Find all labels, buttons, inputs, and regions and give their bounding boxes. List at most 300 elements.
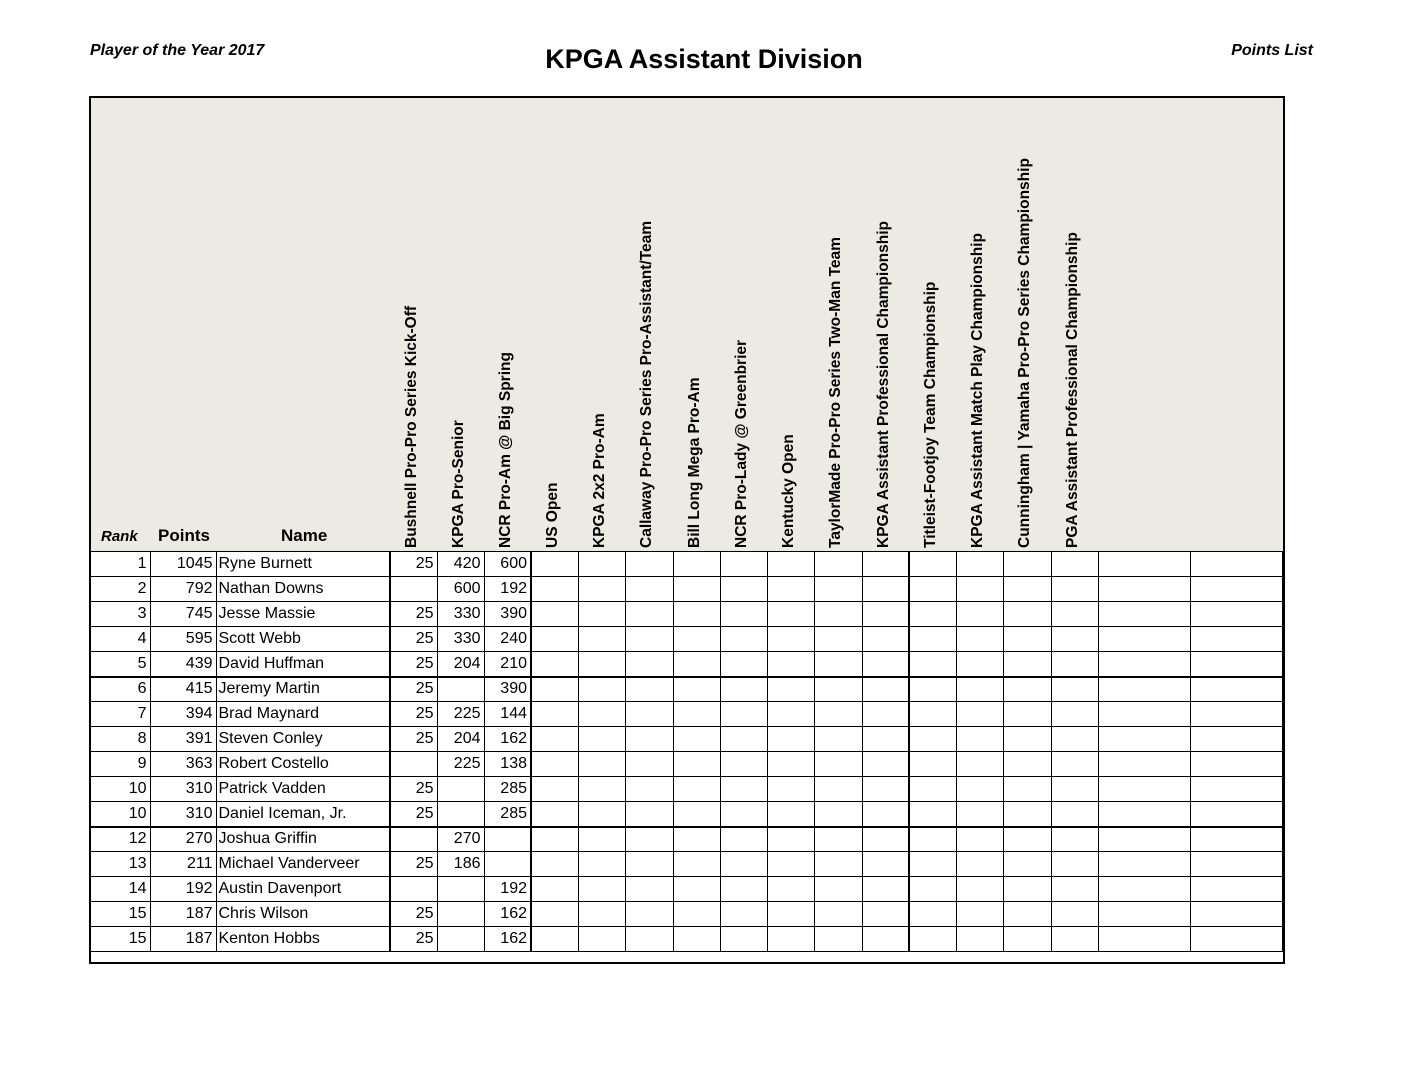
score-cell — [814, 602, 862, 627]
score-cell — [578, 852, 625, 877]
score-cell — [437, 927, 484, 952]
score-cell — [909, 552, 956, 577]
score-cell — [1190, 752, 1282, 777]
event-header: Bushnell Pro-Pro Series Kick-Off — [403, 305, 420, 548]
score-cell — [767, 727, 814, 752]
score-cell — [1003, 827, 1051, 852]
event-header: TaylorMade Pro-Pro Series Two-Man Team — [827, 237, 844, 548]
name-cell: Austin Davenport — [216, 877, 390, 902]
score-cell: 162 — [484, 927, 531, 952]
score-cell — [625, 752, 673, 777]
score-cell — [956, 702, 1003, 727]
score-cell — [531, 727, 578, 752]
score-cell — [390, 577, 437, 602]
score-cell — [531, 652, 578, 677]
score-cell — [1051, 577, 1098, 602]
score-cell: 25 — [390, 852, 437, 877]
score-cell — [625, 902, 673, 927]
rank-cell: 10 — [91, 802, 150, 827]
score-cell — [814, 702, 862, 727]
score-cell — [814, 727, 862, 752]
score-cell — [1098, 602, 1190, 627]
score-cell — [1098, 577, 1190, 602]
points-cell: 211 — [150, 852, 216, 877]
score-cell — [1051, 877, 1098, 902]
score-cell — [1098, 652, 1190, 677]
score-cell — [1003, 852, 1051, 877]
score-cell — [862, 727, 909, 752]
score-cell — [1003, 602, 1051, 627]
score-cell — [1190, 727, 1282, 752]
score-cell — [767, 902, 814, 927]
score-cell — [909, 727, 956, 752]
score-cell — [1190, 827, 1282, 852]
score-cell — [862, 827, 909, 852]
score-cell — [578, 602, 625, 627]
score-cell — [909, 752, 956, 777]
score-cell — [578, 552, 625, 577]
score-cell — [1003, 927, 1051, 952]
rank-cell: 8 — [91, 727, 150, 752]
standings-grid — [91, 551, 1283, 952]
score-cell — [1051, 802, 1098, 827]
score-cell — [437, 802, 484, 827]
score-cell — [531, 677, 578, 702]
score-cell: 285 — [484, 802, 531, 827]
score-cell — [862, 577, 909, 602]
score-cell — [909, 677, 956, 702]
score-cell — [720, 627, 767, 652]
score-cell — [720, 552, 767, 577]
score-cell: 25 — [390, 902, 437, 927]
score-cell — [767, 577, 814, 602]
score-cell — [956, 927, 1003, 952]
score-cell: 192 — [484, 877, 531, 902]
score-cell — [1098, 927, 1190, 952]
score-cell — [720, 902, 767, 927]
score-cell — [956, 802, 1003, 827]
score-cell — [1190, 602, 1282, 627]
score-cell — [1003, 802, 1051, 827]
score-cell — [673, 927, 720, 952]
score-cell — [1003, 627, 1051, 652]
score-cell — [720, 827, 767, 852]
score-cell — [1190, 927, 1282, 952]
score-cell — [720, 752, 767, 777]
name-cell: Brad Maynard — [216, 702, 390, 727]
score-cell — [1051, 702, 1098, 727]
score-cell — [531, 877, 578, 902]
event-header: US Open — [544, 482, 561, 548]
score-cell: 330 — [437, 627, 484, 652]
score-cell — [578, 802, 625, 827]
points-cell: 745 — [150, 602, 216, 627]
score-cell — [720, 677, 767, 702]
score-cell — [1190, 702, 1282, 727]
score-cell — [909, 802, 956, 827]
rank-cell: 3 — [91, 602, 150, 627]
score-cell — [720, 727, 767, 752]
score-cell — [673, 877, 720, 902]
score-cell — [956, 902, 1003, 927]
score-cell — [909, 827, 956, 852]
score-cell — [956, 627, 1003, 652]
score-cell — [625, 827, 673, 852]
score-cell — [1051, 902, 1098, 927]
score-cell — [814, 927, 862, 952]
score-cell — [862, 627, 909, 652]
score-cell — [1051, 827, 1098, 852]
name-cell: Steven Conley — [216, 727, 390, 752]
score-cell — [1003, 752, 1051, 777]
event-header: NCR Pro-Lady @ Greenbrier — [733, 339, 750, 548]
score-cell — [625, 677, 673, 702]
score-cell — [1003, 652, 1051, 677]
score-cell — [1098, 902, 1190, 927]
score-cell — [1003, 902, 1051, 927]
score-cell — [1098, 552, 1190, 577]
score-cell — [437, 902, 484, 927]
score-cell: 270 — [437, 827, 484, 852]
score-cell — [909, 702, 956, 727]
points-cell: 1045 — [150, 552, 216, 577]
score-cell: 25 — [390, 802, 437, 827]
score-cell — [625, 702, 673, 727]
rank-cell: 10 — [91, 777, 150, 802]
score-cell — [1098, 727, 1190, 752]
score-cell — [814, 777, 862, 802]
score-cell — [767, 777, 814, 802]
score-cell — [767, 677, 814, 702]
score-cell — [1051, 602, 1098, 627]
score-cell — [531, 702, 578, 727]
points-table — [89, 96, 1285, 964]
event-header: Titleist-Footjoy Team Championship — [922, 281, 939, 548]
score-cell — [578, 627, 625, 652]
score-cell — [531, 827, 578, 852]
points-cell: 394 — [150, 702, 216, 727]
score-cell — [767, 652, 814, 677]
score-cell — [862, 877, 909, 902]
name-cell: Jeremy Martin — [216, 677, 390, 702]
score-cell: 192 — [484, 577, 531, 602]
score-cell — [625, 577, 673, 602]
score-cell — [814, 752, 862, 777]
score-cell — [578, 827, 625, 852]
score-cell — [956, 827, 1003, 852]
score-cell — [578, 777, 625, 802]
score-cell — [673, 577, 720, 602]
score-cell: 25 — [390, 727, 437, 752]
score-cell — [1098, 627, 1190, 652]
score-cell: 162 — [484, 727, 531, 752]
score-cell — [862, 777, 909, 802]
score-cell — [720, 852, 767, 877]
name-cell: David Huffman — [216, 652, 390, 677]
score-cell — [1003, 727, 1051, 752]
score-cell — [814, 877, 862, 902]
score-cell — [531, 627, 578, 652]
name-cell: Scott Webb — [216, 627, 390, 652]
name-column-header: Name — [281, 526, 328, 545]
points-cell: 310 — [150, 777, 216, 802]
event-header: KPGA 2x2 Pro-Am — [591, 413, 608, 548]
score-cell — [1051, 927, 1098, 952]
name-cell: Patrick Vadden — [216, 777, 390, 802]
score-cell — [909, 627, 956, 652]
score-cell — [1098, 677, 1190, 702]
rank-cell: 5 — [91, 652, 150, 677]
name-cell: Daniel Iceman, Jr. — [216, 802, 390, 827]
score-cell — [814, 827, 862, 852]
score-cell — [578, 677, 625, 702]
score-cell — [1098, 827, 1190, 852]
score-cell — [909, 777, 956, 802]
rank-cell: 13 — [91, 852, 150, 877]
score-cell — [1098, 852, 1190, 877]
rank-cell: 9 — [91, 752, 150, 777]
score-cell — [1190, 852, 1282, 877]
score-cell — [1190, 802, 1282, 827]
score-cell — [484, 827, 531, 852]
score-cell — [1190, 902, 1282, 927]
table-row — [91, 777, 1282, 802]
score-cell — [390, 752, 437, 777]
header-right: Points List — [1231, 42, 1313, 59]
points-cell: 595 — [150, 627, 216, 652]
score-cell — [578, 877, 625, 902]
points-column-header: Points — [158, 526, 210, 545]
score-cell: 25 — [390, 927, 437, 952]
rank-cell: 14 — [91, 877, 150, 902]
score-cell — [1051, 852, 1098, 877]
name-cell: Michael Vanderveer — [216, 852, 390, 877]
score-cell — [720, 602, 767, 627]
score-cell — [1190, 677, 1282, 702]
score-cell — [814, 627, 862, 652]
score-cell — [720, 802, 767, 827]
score-cell: 144 — [484, 702, 531, 727]
points-cell: 192 — [150, 877, 216, 902]
score-cell — [814, 677, 862, 702]
score-cell — [814, 902, 862, 927]
score-cell: 600 — [437, 577, 484, 602]
rank-cell: 15 — [91, 927, 150, 952]
score-cell — [625, 627, 673, 652]
rank-cell: 7 — [91, 702, 150, 727]
event-header: KPGA Assistant Professional Championship — [875, 221, 892, 548]
rank-cell: 2 — [91, 577, 150, 602]
points-cell: 187 — [150, 927, 216, 952]
score-cell — [767, 927, 814, 952]
event-header: Cunningham | Yamaha Pro-Pro Series Championship — [1016, 158, 1033, 548]
score-cell — [625, 727, 673, 752]
score-cell — [956, 752, 1003, 777]
table-row — [91, 877, 1282, 902]
score-cell — [673, 802, 720, 827]
score-cell — [673, 752, 720, 777]
score-cell — [1098, 802, 1190, 827]
score-cell — [956, 652, 1003, 677]
points-cell: 310 — [150, 802, 216, 827]
score-cell — [909, 927, 956, 952]
points-cell: 391 — [150, 727, 216, 752]
score-cell — [720, 702, 767, 727]
table-row — [91, 627, 1282, 652]
score-cell: 390 — [484, 602, 531, 627]
score-cell — [1051, 777, 1098, 802]
score-cell — [1098, 702, 1190, 727]
name-cell: Jesse Massie — [216, 602, 390, 627]
score-cell — [862, 852, 909, 877]
score-cell: 25 — [390, 602, 437, 627]
score-cell — [625, 777, 673, 802]
score-cell — [1003, 877, 1051, 902]
page-title: KPGA Assistant Division — [545, 44, 863, 74]
score-cell — [956, 602, 1003, 627]
score-cell: 225 — [437, 752, 484, 777]
score-cell — [1003, 677, 1051, 702]
score-cell: 162 — [484, 902, 531, 927]
score-cell: 138 — [484, 752, 531, 777]
score-cell — [531, 802, 578, 827]
table-row — [91, 802, 1282, 827]
score-cell — [1098, 777, 1190, 802]
score-cell — [814, 552, 862, 577]
score-cell — [767, 852, 814, 877]
score-cell — [1190, 552, 1282, 577]
score-cell — [814, 577, 862, 602]
score-cell — [625, 652, 673, 677]
score-cell — [1190, 652, 1282, 677]
score-cell — [767, 802, 814, 827]
score-cell — [720, 577, 767, 602]
score-cell — [673, 627, 720, 652]
score-cell — [909, 602, 956, 627]
score-cell — [814, 652, 862, 677]
score-cell: 25 — [390, 702, 437, 727]
score-cell — [625, 552, 673, 577]
score-cell — [862, 652, 909, 677]
score-cell: 25 — [390, 552, 437, 577]
table-row — [91, 577, 1282, 602]
score-cell — [578, 702, 625, 727]
points-cell: 363 — [150, 752, 216, 777]
score-cell — [531, 777, 578, 802]
score-cell — [673, 652, 720, 677]
score-cell — [909, 902, 956, 927]
score-cell — [673, 727, 720, 752]
score-cell — [390, 877, 437, 902]
score-cell — [437, 877, 484, 902]
header-left: Player of the Year 2017 — [90, 42, 265, 59]
rank-cell: 12 — [91, 827, 150, 852]
score-cell — [484, 852, 531, 877]
score-cell — [720, 777, 767, 802]
score-cell: 285 — [484, 777, 531, 802]
score-cell — [673, 677, 720, 702]
score-cell — [1051, 627, 1098, 652]
score-cell — [956, 577, 1003, 602]
score-cell — [720, 877, 767, 902]
score-cell — [862, 802, 909, 827]
score-cell — [1051, 552, 1098, 577]
score-cell — [767, 702, 814, 727]
score-cell — [767, 877, 814, 902]
table-row — [91, 852, 1282, 877]
score-cell — [673, 827, 720, 852]
score-cell — [1051, 677, 1098, 702]
score-cell: 330 — [437, 602, 484, 627]
score-cell — [1051, 727, 1098, 752]
score-cell — [956, 677, 1003, 702]
score-cell — [390, 827, 437, 852]
name-cell: Joshua Griffin — [216, 827, 390, 852]
score-cell: 210 — [484, 652, 531, 677]
table-row — [91, 927, 1282, 952]
score-cell — [531, 602, 578, 627]
score-cell — [578, 927, 625, 952]
score-cell — [578, 902, 625, 927]
score-cell — [625, 927, 673, 952]
score-cell — [720, 927, 767, 952]
score-cell — [1190, 877, 1282, 902]
score-cell — [1003, 577, 1051, 602]
score-cell — [673, 552, 720, 577]
table-row — [91, 702, 1282, 727]
score-cell — [578, 727, 625, 752]
score-cell — [625, 877, 673, 902]
event-header: KPGA Assistant Match Play Championship — [969, 233, 986, 548]
event-header: KPGA Pro-Senior — [450, 420, 467, 548]
name-cell: Robert Costello — [216, 752, 390, 777]
score-cell — [578, 652, 625, 677]
score-cell: 186 — [437, 852, 484, 877]
score-cell — [814, 802, 862, 827]
score-cell — [909, 852, 956, 877]
score-cell — [625, 802, 673, 827]
score-cell: 25 — [390, 652, 437, 677]
score-cell — [767, 627, 814, 652]
score-cell — [1098, 752, 1190, 777]
rank-cell: 1 — [91, 552, 150, 577]
score-cell — [1003, 702, 1051, 727]
table-row — [91, 727, 1282, 752]
table-row — [91, 552, 1282, 577]
points-cell: 270 — [150, 827, 216, 852]
score-cell — [1051, 752, 1098, 777]
score-cell — [1190, 627, 1282, 652]
score-cell: 25 — [390, 677, 437, 702]
rank-cell: 4 — [91, 627, 150, 652]
score-cell: 25 — [390, 627, 437, 652]
score-cell — [625, 602, 673, 627]
score-cell: 600 — [484, 552, 531, 577]
score-cell — [767, 827, 814, 852]
score-cell — [673, 902, 720, 927]
score-cell — [956, 777, 1003, 802]
table-row — [91, 602, 1282, 627]
score-cell: 204 — [437, 727, 484, 752]
rank-column-header: Rank — [101, 528, 138, 545]
score-cell — [531, 902, 578, 927]
score-cell — [862, 677, 909, 702]
score-cell — [956, 727, 1003, 752]
score-cell: 225 — [437, 702, 484, 727]
score-cell — [531, 752, 578, 777]
event-header: NCR Pro-Am @ Big Spring — [497, 352, 514, 548]
score-cell: 204 — [437, 652, 484, 677]
